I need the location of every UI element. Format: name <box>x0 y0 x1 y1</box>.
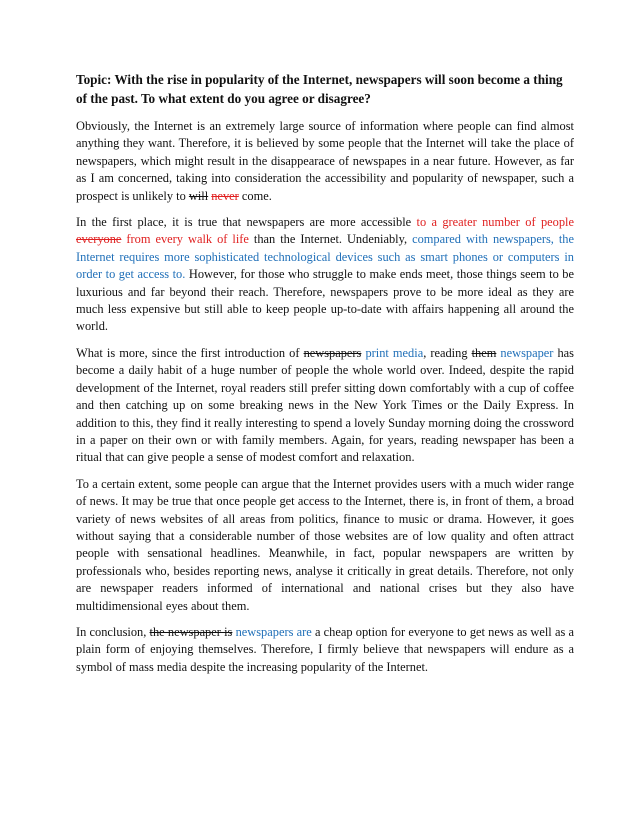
inserted-text: to a greater number of people <box>416 215 574 230</box>
essay-topic: Topic: With the rise in popularity of the Internet, newspapers will soon become a thing of the past. To what extent do you agree or disagree? <box>76 72 563 106</box>
text-run: , reading <box>423 345 472 360</box>
text-run: come. <box>238 188 272 203</box>
text-run: In the first place, it is true that newspapers are more accessible <box>76 215 417 230</box>
text-run: than the Internet. Undeniably, <box>248 232 413 247</box>
text-run: In conclusion, <box>76 624 150 639</box>
text-run: a cheap option for everyone to get news as well as a plain form of enjoying themselves. Therefore, I firmly believe that newspapers will endure as a symbol of mass media despite the increasing popularity of the Internet. <box>76 624 574 674</box>
essay-paragraph-5 <box>76 624 574 676</box>
text-run: However, for those who struggle to make ends meet, those things seem to be luxurious and far beyond their reach. Therefore, newspapers prove to be more ideal as they are much less expensive but still able to keep people up-to-date with affairs happening all around the world. <box>76 267 575 334</box>
deleted-text: the newspaper is <box>149 624 233 639</box>
inserted-text: newspaper <box>500 345 554 360</box>
inserted-text: compared with newspapers, the Internet requires more sophisticated technological devices such as smart phones or computers in order to get access to. <box>76 232 574 282</box>
essay-paragraph-3 <box>76 345 574 467</box>
essay-body <box>76 118 574 676</box>
inserted-text: print media <box>365 345 424 360</box>
deleted-text: them <box>471 345 497 360</box>
deleted-text: newspapers <box>303 345 362 360</box>
text-run: Obviously, the Internet is an extremely large source of information where people can find almost anything they want. Therefore, it is believed by some people that the Internet will take the place of newspapers, which might result in the disappearace of newspapes in a near future. However, as far as I am concerned, taking into consideration the accessibility and popularity of newspaper, such a prospect is unlikely to <box>76 119 574 203</box>
deleted-text: never <box>211 188 239 203</box>
text-run: To a certain extent, some people can argue that the Internet provides users with a much wider range of news. It may be true that once people get access to the Internet, there is, in front of them, a broad variety of news websites of all areas from politics, finance to music or drama. However, it goes without saying that a considerable number of those websites are of low quality and often attract people with sensational headlines. Meanwhile, in fact, popular newspapers are written by professionals who, besides reporting news, analyse it critically in great details. Therefore, not only are newspaper readers informed of international and national crises but they also have multidimensional eyes about them. <box>76 476 574 613</box>
text-run: What is more, since the first introduction of <box>76 345 304 360</box>
essay-paragraph-1 <box>76 118 574 205</box>
inserted-text: from every walk of life <box>121 232 249 247</box>
essay-paragraph-4 <box>76 476 574 615</box>
inserted-text: newspapers are <box>235 624 312 639</box>
essay-paragraph-2 <box>76 214 574 336</box>
text-run: has become a daily habit of a huge number of people the whole world over. Indeed, despite the rapid development of the Internet, royal readers still prefer sitting down comfortably with a cup of coffee and then catching up on some breaking news in the New York Times or the Daily Express. In addition to this, they find it really interesting to spend a lovely Sunday morning doing the crossword in a paper on their own or with family members. Again, for years, reading newspaper has been a ritual that can give people a sense of modest comfort and relaxation. <box>76 345 574 465</box>
deleted-text: everyone <box>76 232 122 247</box>
deleted-text: will <box>188 188 209 203</box>
